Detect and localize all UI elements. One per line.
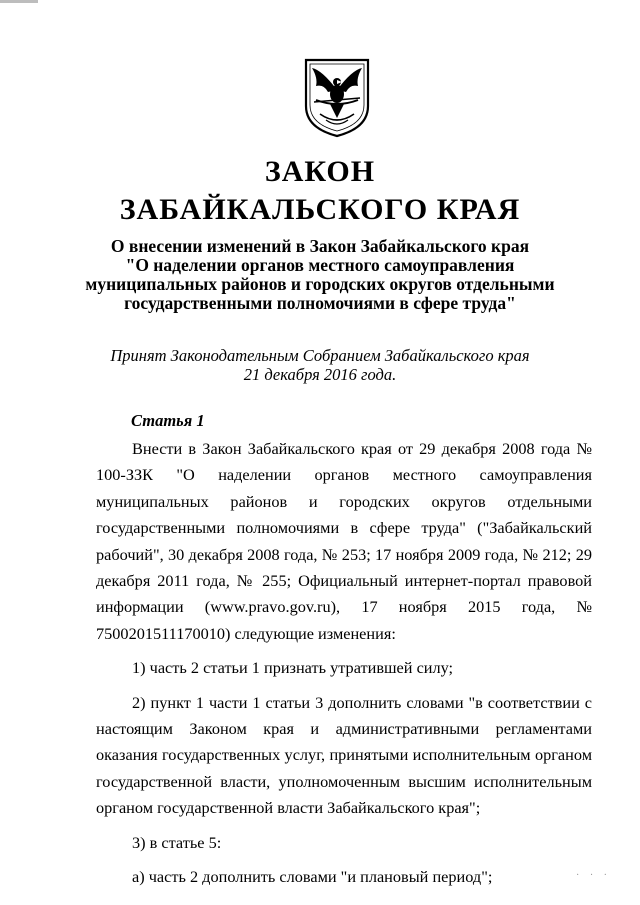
law-subtitle bbox=[60, 237, 580, 313]
paragraph: а) часть 2 дополнить словами "и плановый период"; bbox=[132, 867, 493, 887]
law-region: ЗАБАЙКАЛЬСКОГО КРАЯ bbox=[119, 193, 521, 226]
coat-of-arms-icon bbox=[302, 56, 372, 138]
paragraph: 1) часть 2 статьи 1 признать утратившей силу; bbox=[132, 658, 454, 678]
subtitle-line: О внесении изменений в Закон Забайкальского края bbox=[110, 236, 530, 256]
paragraph: Внести в Закон Забайкальского края от 29 декабря 2008 года № 100-ЗЗК "О наделении органов местного самоуправления муниципальных районов и городских округов отдельными государственными полномочиями в сфере труда" ("Забайкальский рабочий", 30 декабря 2008 года, № 253; 17 ноября 2009 года, № 212; 29 декабря 2011 года, № 255; Официальный интернет-портал правовой информации (www.pravo.gov.ru), 17 ноября 2015 года, № 7500201511170010) следующие изменения: bbox=[96, 439, 592, 643]
adoption-line: 21 декабря 2016 года. bbox=[243, 365, 397, 384]
article-heading: Статья 1 bbox=[131, 411, 205, 430]
scan-artifact: · · · bbox=[576, 870, 611, 881]
adoption-note bbox=[60, 346, 580, 384]
adoption-line: Принят Законодательным Собранием Забайкальского края bbox=[110, 346, 530, 365]
paragraph: 2) пункт 1 части 1 статьи 3 дополнить словами "в соответствии с настоящим Законом края и административными регламентами оказания государственных услуг, принятыми исполнительным органом государственной власти, уполномоченным высшим исполнительным органом государственной власти Забайкальского края"; bbox=[96, 692, 592, 818]
subtitle-line: муниципальных районов и городских округов отдельными bbox=[85, 274, 555, 294]
scan-corner-mark bbox=[0, 0, 38, 3]
subtitle-line: государственными полномочиями в сфере труда" bbox=[124, 293, 516, 313]
law-title: ЗАКОН bbox=[264, 155, 376, 188]
article-body bbox=[96, 436, 592, 891]
subtitle-line: "О наделении органов местного самоуправления bbox=[125, 255, 515, 275]
paragraph: 3) в статье 5: bbox=[132, 832, 222, 852]
